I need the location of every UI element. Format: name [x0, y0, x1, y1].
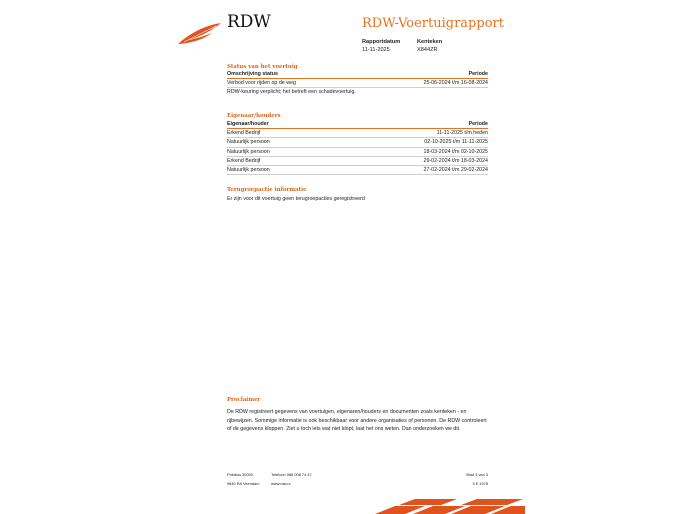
- table-row: [227, 129, 488, 138]
- owners-table-header: [227, 121, 488, 129]
- status-section-title: Status van het voertuig: [227, 64, 298, 70]
- disclaimer-title: Proclaimer: [227, 397, 261, 403]
- owner-period: 27-02-2024 t/m 29-02-2024: [423, 167, 488, 174]
- table-row: [227, 157, 488, 166]
- rdw-logo-icon: [176, 22, 222, 46]
- owner-desc: Natuurlijk persoon: [227, 167, 270, 174]
- status-table-header: [227, 71, 488, 79]
- owner-desc: Erkend Bedrijf: [227, 157, 261, 164]
- footer-stripes-icon: [365, 497, 525, 514]
- owner-period: 29-02-2024 t/m 18-03-2024: [423, 157, 488, 164]
- footer-code: 3 E 1978: [472, 481, 488, 486]
- table-row: [227, 166, 488, 175]
- table-row: [227, 138, 488, 147]
- table-row: [227, 79, 488, 88]
- footer-city: 9640 RA Veendam: [227, 481, 260, 486]
- owner-period: 02-10-2025 t/m 11-11-2025: [424, 139, 488, 146]
- disclaimer-text: De RDW registreert gegevens van voertuigen, eigenaren/houders en documenten zoals kenteken - en rijbewijzen. Sommige informatie is ook beschikbaar voor andere organisaties of personen. De RDW controleert of de gegevens kloppen. Ziet u toch iets wat niet klopt, laat het ons weten. Dan onderzoeken we dit.: [227, 409, 487, 432]
- plate-label: Kenteken: [417, 39, 443, 45]
- owner-period: 18-03-2024 t/m 02-10-2025: [423, 148, 488, 155]
- footer-postbus: Postbus 30000: [227, 472, 253, 477]
- recall-text: Er zijn voor dit voertuig geen terugroepacties geregistreerd: [227, 196, 365, 202]
- report-date-value: 11-11-2025: [362, 47, 390, 53]
- recall-section-title: Terugroepactie informatie: [227, 187, 307, 193]
- status-col-description: Omschrijving status: [227, 71, 278, 77]
- status-note: RDW-keuring verplicht; het betreft een schadevoertuig.: [227, 89, 356, 96]
- document-title: RDW-Voertuigrapport: [362, 16, 504, 31]
- owners-section-title: Eigenaar/houders: [227, 113, 281, 119]
- report-date-label: Rapportdatum: [362, 39, 401, 45]
- status-col-period: Periode: [468, 71, 488, 77]
- owner-desc: Natuurlijk persoon: [227, 148, 270, 155]
- footer-page-number: Blad 3 van 3: [466, 472, 488, 477]
- owners-col-period: Periode: [468, 121, 488, 127]
- owners-table: [227, 121, 488, 175]
- plate-value: X844ZR: [417, 47, 438, 53]
- owner-desc: Natuurlijk persoon: [227, 139, 270, 146]
- owners-col-owner: Eigenaar/houder: [227, 121, 269, 127]
- owner-desc: Erkend Bedrijf: [227, 130, 261, 136]
- brand-name: RDW: [227, 12, 271, 32]
- status-table: [227, 71, 488, 97]
- status-period: 25-06-2024 t/m 16-08-2024: [423, 80, 488, 86]
- owner-period: 11-11-2025 t/m heden: [436, 130, 488, 136]
- table-row: [227, 148, 488, 157]
- footer-website[interactable]: www.rdw.nl: [271, 481, 291, 486]
- footer-phone: Telefoon 088 008 74 47: [271, 472, 312, 477]
- status-desc: Verbod voor rijden op de weg: [227, 80, 296, 86]
